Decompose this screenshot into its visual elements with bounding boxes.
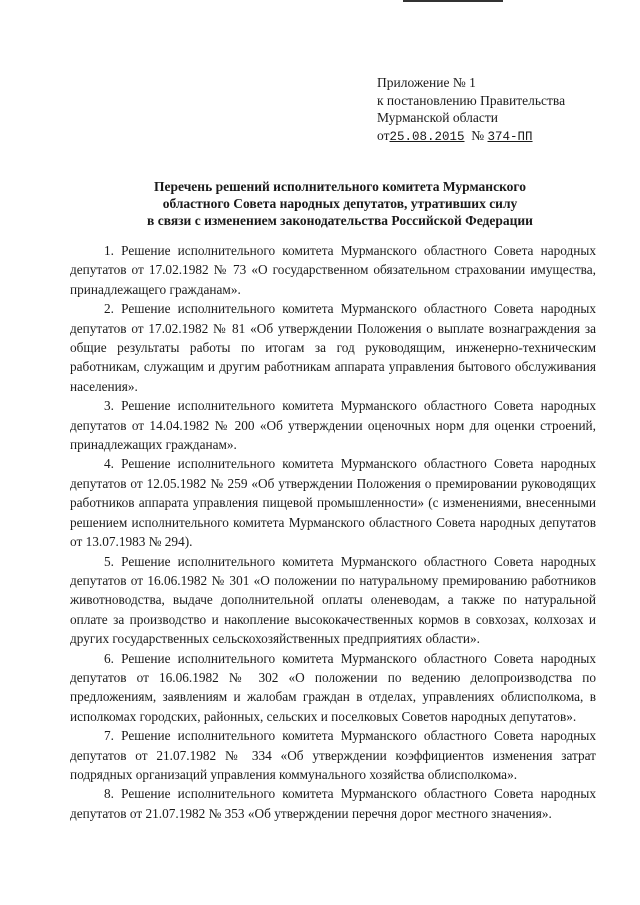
appendix-region: Мурманской области	[377, 110, 498, 125]
list-item-8: 8. Решение исполнительного комитета Мурманского областного Совета народных депутатов от 21.07.1982 № 353 «Об утверждении перечня дорог местного значения».	[70, 786, 596, 821]
decisions-list	[70, 241, 596, 823]
date-prefix: от	[377, 127, 390, 143]
list-item-6: 6. Решение исполнительного комитета Мурманского областного Совета народных депутатов от 16.06.1982 № 302 «О положении по ведению делопроизводства по предложениям, заявлениям и жалобам граждан в отделах, управлениях облисполкома, в исполкомах городских, районных, сельских и поселковых Советов народных депутатов».	[70, 650, 596, 724]
title-line-1: Перечень решений исполнительного комитета Мурманского	[154, 179, 526, 194]
scan-edge-mark	[403, 0, 503, 2]
list-item-4: 4. Решение исполнительного комитета Мурманского областного Совета народных депутатов от 12.05.1982 № 259 «Об утверждении Положения о премировании руководящих работников аппарата управления пищевой промышленности» (с изменениями, внесенными решением исполнительного комитета Мурманского областного Совета народных депутатов от 13.07.1983 № 294).	[70, 456, 596, 550]
list-item-2: 2. Решение исполнительного комитета Мурманского областного Совета народных депутатов от 17.02.1982 № 81 «Об утверждении Положения о выплате вознаграждения за общие результаты работы по итогам за год руководящим, инженерно-техническим работникам, служащим и другим работникам аппарата управления бытового обслуживания населения».	[70, 301, 596, 394]
title-line-3: в связи с изменением законодательства Российской Федерации	[147, 213, 533, 228]
list-item-5: 5. Решение исполнительного комитета Мурманского областного Совета народных депутатов от 16.06.1982 № 301 «О положении по натуральному премированию работников животноводства, выдаче дополнительной оплаты оленеводам, а также по натуральной оплате за производство и накопление высококачественных кормов в совхозах, колхозах и других государственных сельскохозяйственных предприятиях области».	[70, 553, 596, 647]
list-item-3: 3. Решение исполнительного комитета Мурманского областного Совета народных депутатов от 14.04.1982 № 200 «Об утверждении оценочных норм для оценки строений, принадлежащих гражданам».	[70, 398, 596, 453]
resolution-number: 374-ПП	[487, 129, 533, 144]
title-line-2: областного Совета народных депутатов, утративших силу	[162, 196, 518, 211]
list-item-1: 1. Решение исполнительного комитета Мурманского областного Совета народных депутатов от 17.02.1982 № 73 «О государственном обязательном страховании имущества, принадлежащего гражданам».	[70, 243, 596, 297]
resolution-date: 25.08.2015	[389, 129, 465, 144]
appendix-resolution-ref: к постановлению Правительства	[377, 92, 566, 108]
appendix-block	[377, 74, 617, 146]
list-item-7: 7. Решение исполнительного комитета Мурманского областного Совета народных депутатов от 21.07.1982 № 334 «Об утверждении коэффициентов изменения затрат подрядных организаций управления коммунального хозяйства облисполкома».	[70, 728, 596, 782]
appendix-title: Приложение № 1	[377, 75, 476, 90]
number-prefix: №	[471, 127, 485, 143]
appendix-date-line	[377, 127, 617, 147]
document-title	[60, 178, 620, 229]
